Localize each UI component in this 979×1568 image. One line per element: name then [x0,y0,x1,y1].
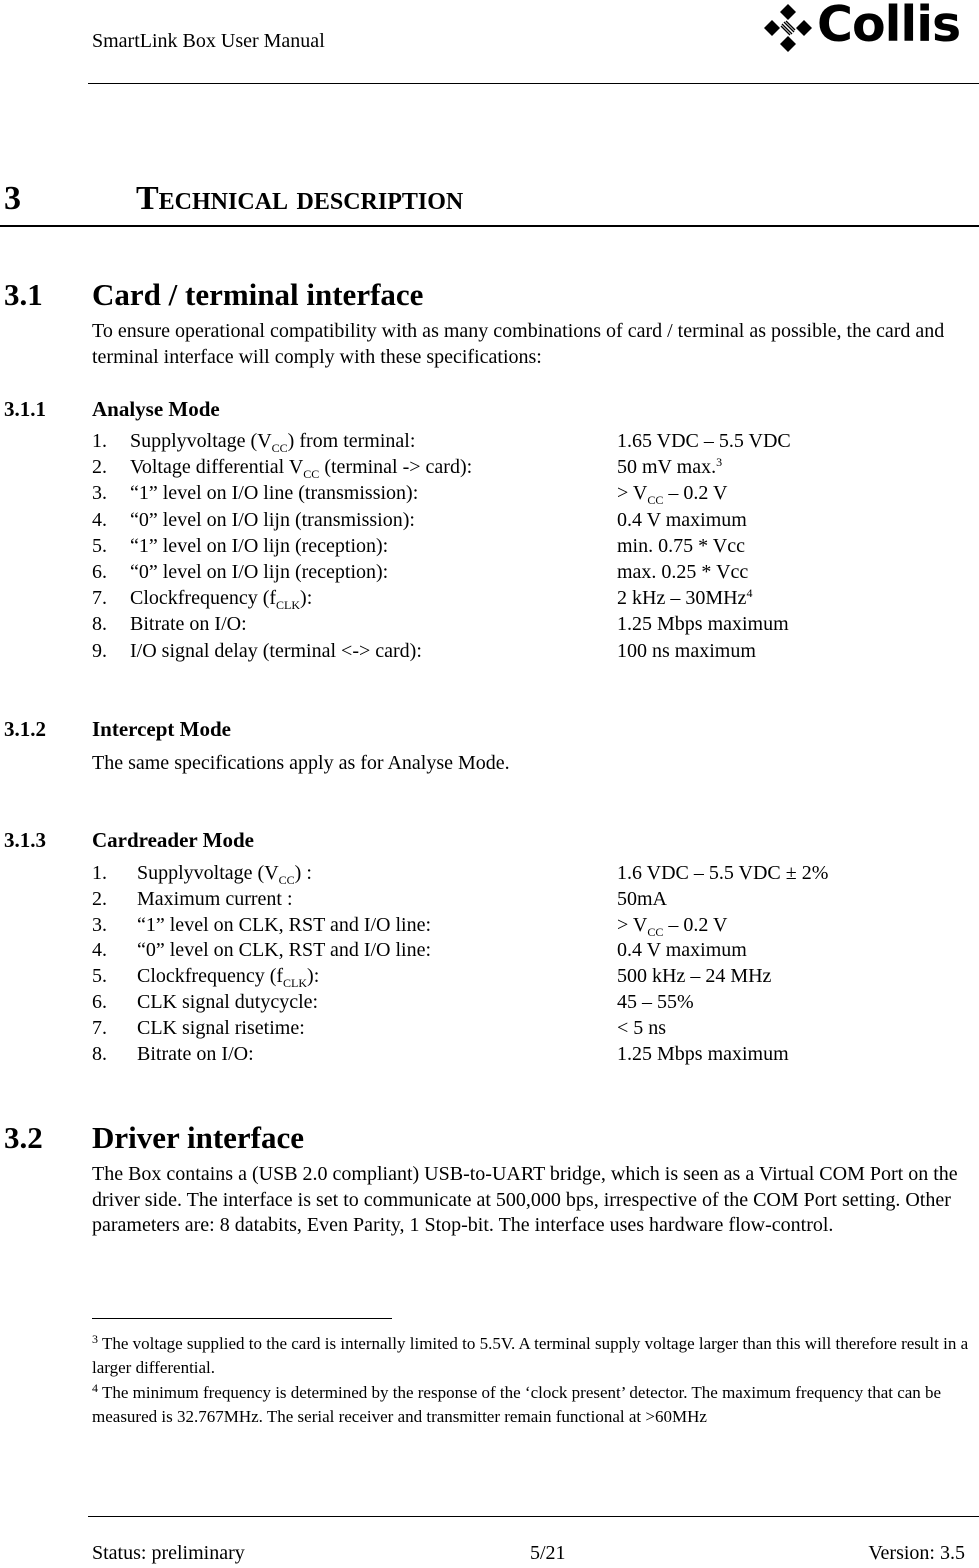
spec-value [617,991,694,1014]
spec-label-subscript: CLK [283,976,308,991]
spec-label [137,862,312,888]
spec-value-text: max. 0.25 * Vcc [617,561,749,583]
spec-value-text: 100 ns maximum [617,639,756,662]
spec-label-text: “1” level on CLK, RST and I/O line: [137,913,432,936]
spec-label-subscript: CC [271,441,288,455]
spec-number: 7. [92,1016,107,1039]
spec-label-suffix: (terminal -> card): [319,456,473,479]
spec-label [130,640,422,663]
spec-label [137,888,293,911]
spec-label-subscript: CLK [276,598,301,613]
spec-value [617,640,756,663]
footnote-4-mark: 4 [92,1381,98,1395]
spec-number: 2. [92,887,107,910]
spec-label [130,456,472,482]
spec-value-suffix: – 0.2 V [663,482,728,505]
spec-value-text: 1.65 VDC – 5.5 VDC [617,430,791,452]
spec-value-text: 500 kHz – 24 MHz [617,965,772,988]
spec-number: 7. [92,587,107,610]
spec-value-text: 1.25 Mbps maximum [617,1042,789,1065]
spec-label-subscript: CC [303,467,320,482]
spec-value [617,888,667,911]
spec-value [617,561,748,584]
spec-label-text: Clockfrequency (f [130,587,277,610]
footnote-4 [92,1381,972,1429]
section-3-1-number: 3.1 [4,277,43,312]
collis-logo [762,0,979,56]
spec-number: 6. [92,991,107,1013]
footnote-3 [92,1332,972,1380]
spec-label-text: Maximum current : [137,887,293,910]
spec-label [137,914,431,937]
spec-value [617,613,789,636]
chapter-number: 3 [4,180,21,217]
spec-label [130,561,388,584]
spec-number: 5. [92,534,107,557]
spec-value-text: 0.4 V maximum [617,508,747,531]
diamond-logo-icon [762,2,814,54]
spec-label-text: “1” level on I/O lijn (reception): [130,534,389,557]
spec-value [617,1043,789,1066]
spec-number: 2. [92,456,107,479]
footnote-reference: 4 [746,586,753,601]
footnote-separator [92,1318,392,1319]
spec-label-text: Clockfrequency (f [137,965,284,988]
spec-number: 4. [92,939,107,962]
section-3-1-3-number: 3.1.3 [4,828,46,852]
logo-wordmark: Collis [817,0,961,53]
footnote-reference: 3 [716,455,723,470]
spec-label [137,1043,254,1066]
spec-value-text: 50mA [617,887,667,910]
section-3-2-number: 3.2 [4,1120,43,1155]
spec-value [617,965,771,988]
footer-version: Version: 3.5 [868,1542,965,1564]
footer-rule [88,1516,979,1517]
spec-label [137,965,319,991]
spec-value [617,914,727,940]
spec-label-text: Supplyvoltage (V [130,430,272,452]
footer-page-number: 5/21 [530,1542,566,1564]
spec-label-suffix: ) : [294,862,312,884]
spec-number: 3. [92,482,107,505]
spec-label [137,939,431,962]
spec-number: 1. [92,430,107,452]
footer-status: Status: preliminary [92,1542,245,1564]
spec-label-suffix: ): [307,965,320,988]
spec-label [130,535,388,558]
spec-value-subscript: CC [647,924,664,939]
spec-label-text: “1” level on I/O line (transmission): [130,482,419,505]
spec-number: 6. [92,561,107,583]
document-title: SmartLink Box User Manual [92,30,325,52]
spec-label [130,587,312,613]
spec-value [617,456,722,479]
spec-label-text: CLK signal dutycycle: [137,991,319,1013]
spec-value-text: 50 mV max. [617,456,717,479]
spec-value-text: > V [617,913,648,936]
section-3-2-text: The Box contains a (USB 2.0 compliant) USB-to-UART bridge, which is seen as a Virtual COM Port on the driver side. The interface is set to communicate at 500,000 bps, irrespective of the COM Port setting. Other parameters are: 8 databits, Even Parity, 1 Stop-bit. The interface uses hardware flow-control. [92,1163,958,1236]
spec-label-text: Bitrate on I/O: [130,613,247,636]
chapter-rule [0,225,979,227]
footnote-3-text: The voltage supplied to the card is internally limited to 5.5V. A terminal supply voltage larger than this will therefore result in a larger differential. [92,1334,969,1377]
section-3-1-3-title: Cardreader Mode [92,828,254,852]
spec-value [617,587,752,610]
spec-number: 5. [92,965,107,988]
spec-value-text: 1.6 VDC – 5.5 VDC ± 2% [617,862,829,884]
spec-label-text: Bitrate on I/O: [137,1042,254,1065]
spec-label-text: Voltage differential V [130,456,304,479]
section-3-1-1-number: 3.1.1 [4,397,46,421]
header-rule [88,83,979,84]
spec-number: 4. [92,508,107,531]
section-3-1-2-number: 3.1.2 [4,717,46,741]
spec-number: 3. [92,913,107,936]
spec-value-text: 1.25 Mbps maximum [617,613,789,636]
section-3-1-1-title: Analyse Mode [92,397,220,421]
spec-value-text: < 5 ns [617,1016,667,1039]
spec-label-suffix: ) from terminal: [287,430,416,452]
footnote-4-text: The minimum frequency is determined by the response of the ‘clock present’ detector. The maximum frequency that can be measured is 32.767MHz. The serial receiver and transmitter remain functional at >60MHz [92,1383,942,1426]
spec-value [617,535,745,558]
spec-label-text: “0” level on CLK, RST and I/O line: [137,939,432,962]
footnote-3-mark: 3 [92,1332,98,1346]
spec-label [137,991,318,1014]
spec-value [617,939,747,962]
spec-number: 9. [92,639,107,662]
spec-number: 1. [92,862,107,884]
spec-value-text: 2 kHz – 30MHz [617,587,747,610]
spec-label-text: Supplyvoltage (V [137,862,279,884]
spec-label-suffix: ): [300,587,313,610]
spec-label [130,509,415,532]
section-3-1-title: Card / terminal interface [92,277,424,312]
section-3-1-2-title: Intercept Mode [92,717,231,741]
spec-label-text: “0” level on I/O lijn (reception): [130,561,389,583]
chapter-title: Technical description [136,180,464,217]
spec-value-subscript: CC [647,493,664,508]
spec-value [617,509,747,532]
spec-label [130,482,418,505]
section-3-2-title: Driver interface [92,1120,305,1155]
spec-label [130,613,247,636]
spec-value-text: min. 0.75 * Vcc [617,534,745,557]
spec-label-text: “0” level on I/O lijn (transmission): [130,508,415,531]
spec-label [130,430,415,456]
spec-value [617,1017,666,1040]
spec-value-text: > V [617,482,648,505]
spec-value [617,430,791,453]
spec-number: 8. [92,1042,107,1065]
section-3-1-intro: To ensure operational compatibility with as many combinations of card / terminal as possible, the card and terminal interface will comply with these specifications: [92,320,945,368]
section-3-1-2-text: The same specifications apply as for Analyse Mode. [92,752,510,774]
spec-value [617,862,828,885]
spec-label-subscript: CC [278,873,295,887]
spec-value-suffix: – 0.2 V [663,913,728,936]
spec-value [617,482,727,508]
spec-value-text: 45 – 55% [617,991,694,1013]
spec-label-text: I/O signal delay (terminal <-> card): [130,639,422,662]
spec-number: 8. [92,613,107,636]
spec-label-text: CLK signal risetime: [137,1016,305,1039]
spec-label [137,1017,305,1040]
spec-value-text: 0.4 V maximum [617,939,747,962]
